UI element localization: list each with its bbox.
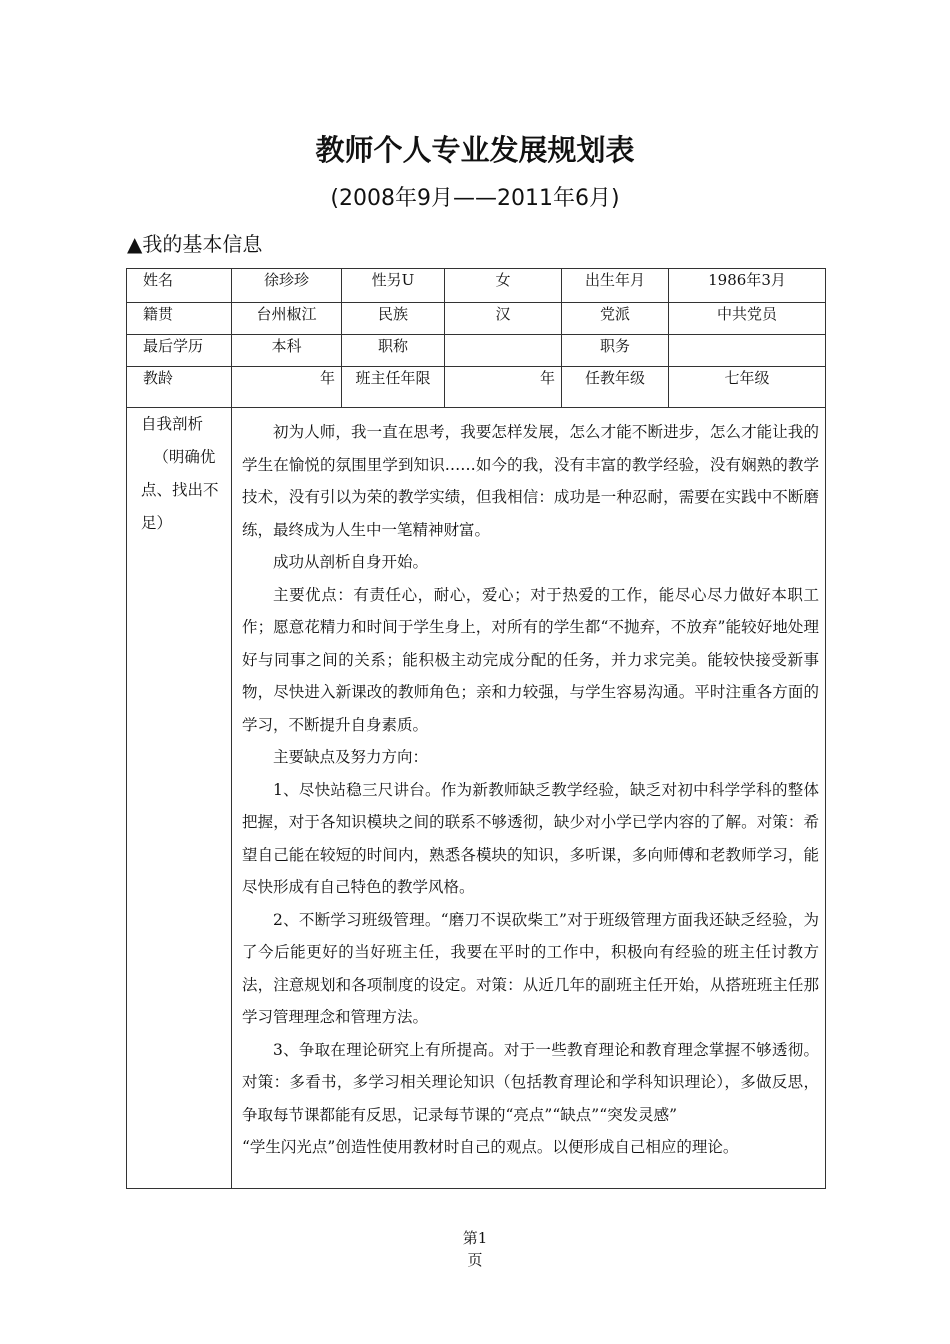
page-number-line1: 第1 <box>462 1229 488 1247</box>
gender-value: 女 <box>445 269 562 303</box>
education-label: 最后学历 <box>127 335 232 367</box>
paragraph: 成功从剖析自身开始。 <box>273 553 429 571</box>
document-subtitle: (2008年9月——2011年6月) <box>330 186 620 211</box>
head-teacher-years-value: 年 <box>445 367 562 408</box>
gender-label: 性另U <box>342 269 445 303</box>
party-value: 中共党员 <box>669 303 826 335</box>
page-number-line2: 页 <box>467 1251 483 1269</box>
ethnicity-label: 民族 <box>342 303 445 335</box>
self-analysis-content <box>232 408 826 1189</box>
self-analysis-label <box>127 408 232 1189</box>
party-label: 党派 <box>562 303 669 335</box>
table-row <box>127 367 826 408</box>
teaching-years-label: 教龄 <box>127 367 232 408</box>
paragraph: 主要优点：有责任心，耐心，爱心；对于热爱的工作，能尽心尽力做好本职工作；愿意花精力和时间于学生身上，对所有的学生都“不抛弃，不放弃”能较好地处理好与同事之间的关系；能积极主动完成分配的任务，并力求完美。能较快接受新事物，尽快进入新课改的教师角色；亲和力较强，与学生容易沟通。平时注重各方面的学习，不断提升自身素质。 <box>242 585 819 734</box>
table-row <box>127 303 826 335</box>
page-number <box>0 1227 950 1271</box>
table-row <box>127 335 826 367</box>
paragraph: 主要缺点及努力方向： <box>273 748 429 766</box>
head-teacher-years-label: 班主任年限 <box>342 367 445 408</box>
hometown-value: 台州椒江 <box>232 303 342 335</box>
table-row <box>127 408 826 1189</box>
teacher-info-table <box>126 268 826 1189</box>
paragraph: “学生闪光点”创造性使用教材时自己的观点。以便形成自己相应的理论。 <box>242 1138 739 1156</box>
self-analysis-label-line2: （明确优点、找出不足） <box>141 448 219 532</box>
hometown-label: 籍贯 <box>127 303 232 335</box>
title-value <box>445 335 562 367</box>
teaching-years-value: 年 <box>232 367 342 408</box>
paragraph: 初为人师，我一直在思考，我要怎样发展，怎么才能不断进步，怎么才能让我的学生在愉悦的氛围里学到知识……如今的我，没有丰富的教学经验，没有娴熟的教学技术，没有引以为荣的教学实绩，但我相信：成功是一种忍耐，需要在实践中不断磨练，最终成为人生中一笔精神财富。 <box>242 423 819 539</box>
position-label: 职务 <box>562 335 669 367</box>
section-heading: ▲我的基本信息 <box>127 232 263 256</box>
ethnicity-value: 汉 <box>445 303 562 335</box>
self-analysis-label-line1: 自我剖析 <box>141 415 204 433</box>
paragraph: 1、尽快站稳三尺讲台。作为新教师缺乏教学经验，缺乏对初中科学学科的整体把握，对于各知识模块之间的联系不够透彻，缺少对小学已学内容的了解。对策：希望自己能在较短的时间内，熟悉各模块的知识，多听课，多向师傅和老教师学习，能尽快形成有自己特色的教学风格。 <box>242 780 819 896</box>
paragraph: 2、不断学习班级管理。“磨刀不误砍柴工”对于班级管理方面我还缺乏经验，为了今后能更好的当好班主任，我要在平时的工作中，积极向有经验的班主任讨教方法，注意规划和各项制度的设定。对策：从近几年的副班主任开始，从搭班班主任那学习管理理念和管理方法。 <box>242 910 819 1026</box>
table-row <box>127 269 826 303</box>
grade-value: 七年级 <box>669 367 826 408</box>
paragraph: 3、争取在理论研究上有所提高。对于一些教育理论和教育理念掌握不够透彻。对策：多看书，多学习相关理论知识（包括教育理论和学科知识理论），多做反思，争取每节课都能有反思，记录每节课的“亮点”“缺点”“突发灵感” <box>242 1040 819 1124</box>
education-value: 本科 <box>232 335 342 367</box>
title-label: 职称 <box>342 335 445 367</box>
grade-label: 任教年级 <box>562 367 669 408</box>
document-title: 教师个人专业发展规划表 <box>315 133 635 167</box>
birth-value: 1986年3月 <box>669 269 826 303</box>
name-value: 徐珍珍 <box>232 269 342 303</box>
birth-label: 出生年月 <box>562 269 669 303</box>
name-label: 姓名 <box>127 269 232 303</box>
position-value <box>669 335 826 367</box>
